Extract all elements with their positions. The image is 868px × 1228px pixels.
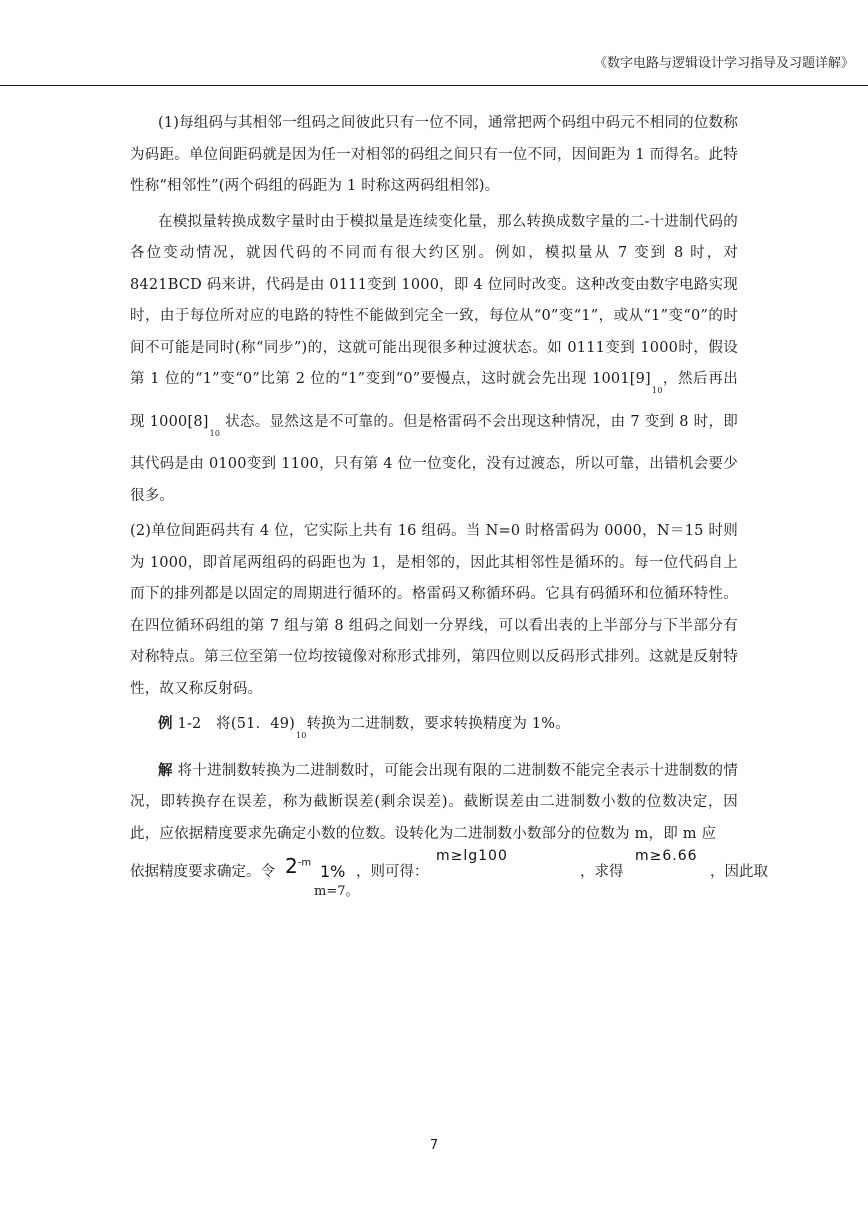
solution-text: 将十进制数转换为二进制数时，可能会出现有限的二进制数不能完全表示十进制数的情况，即转换存在误差，称为截断误差(剩余误差)。截断误差由二进制数小数的位数决定，因此，应依据精度要求先确定小数的位数。设转化为二进制数小数部分的位数为 m，即 m 应 [130,762,738,842]
header-divider [0,85,868,86]
paragraph-text: 在模拟量转换成数字量时由于模拟量是连续变化量，那么转换成数字量的二-十进制代码的各位变动情况，就因代码的不同而有很大约区别。例如，模拟量从 7 变到 8 时，对 8421BCD 码来讲，代码是由 0111变到 1000，即 4 位同时改变。这种改变由数字电路实现时，由于每位所对应的电路的特性不能做到完全一致，每位从“0”变“1”，或从“1”变“0”的时间不可能是同时(称“同步”)的，这就可能出现很多种过渡状态。如 0111变到 1000时，假设第 1 位的“1”变“0”比第 2 位的“1”变到“0”要慢点，这时就会先出现 1001[9] [130,213,738,387]
page-header [0,0,868,86]
formula-base: 2 [285,854,298,878]
solution-label: 解 [158,762,173,779]
formula-result: m=7。 [314,884,359,899]
formula-exponent: -m [297,857,312,869]
example-text: 1-2 将(51．49) [177,716,295,732]
radix-subscript: 10 [295,731,307,740]
formula-text: ，则可得： [356,864,429,880]
paragraph-text: ，然后再出现 1000[8] [130,371,738,430]
formula-text: 依据精度要求确定。令 [130,864,275,880]
solution-paragraph [130,756,738,851]
handwritten-formula: m≥lg100 [436,848,508,864]
radix-subscript: 10 [209,428,221,438]
book-title: 《数字电路与逻辑设计学习指导及习题详解》 [593,56,854,71]
example-heading [130,709,738,752]
page-body [130,108,768,902]
paragraph-transition [130,207,738,513]
example-label: 例 [158,716,173,732]
paragraph-cyclic: (2)单位间距码共有 4 位，它实际上共有 16 组码。当 N=0 时格雷码为 0000，N＝15 时则为 1000，即首尾两组码的码距也为 1，是相邻的，因此其相邻性是循环的。每一位代码自上而下的排列都是以固定的周期进行循环的。格雷码又称循环码。它具有码循环和位循环特性。在四位循环码组的第 7 组与第 8 组码之间划一分界线，可以看出表的上半部分与下半部分有对称特点。第三位至第一位均按镜像对称形式排列，第四位则以反码形式排列。这就是反射特性，故又称反射码。 [130,523,738,697]
handwritten-formula: 1% [320,862,346,881]
formula-line [130,848,768,902]
formula-text: ，因此取 [710,864,768,880]
page-number: 7 [429,1138,439,1153]
handwritten-formula: m≥6.66 [635,848,698,864]
radix-subscript: 10 [651,386,663,395]
handwritten-formula [285,854,311,878]
example-text: 转换为二进制数，要求转换精度为 1%。 [306,716,570,732]
paragraph-adjacency: (1)每组码与其相邻一组码之间彼此只有一位不同，通常把两个码组中码元不相同的位数称为码距。单位间距码就是因为任一对相邻的码组之间只有一位不同，因间距为 1 而得名。此特性称“相邻性”(两个码组的码距为 1 时称这两码组相邻)。 [130,115,738,194]
paragraph-text: 状态。显然这是不可靠的。但是格雷码不会出现这种情况，由 7 变到 8 时，即其代码是由 0100变到 1100，只有第 4 位一位变化，没有过渡态，所以可靠，出错机会要少很多。 [130,413,738,504]
formula-text: ，求得 [580,864,624,880]
